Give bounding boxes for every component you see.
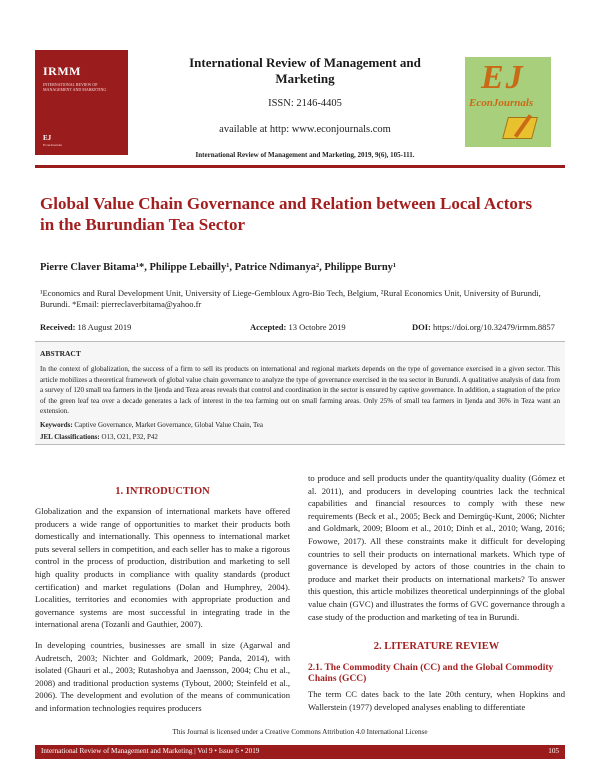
econjournals-logo xyxy=(465,57,551,147)
intro-paragraph-2: In developing countries, businesses are small in size (Agarwal and Audretsch, 2003; Nichter and Goldmark, 2009; Panda, 2014), with isolated (Ghauri et al., 2003; Rutashobya and Jaensson, 2004; Chu et al., 2008) and traditional production systems (Tybout, 2000; Steinfeld et al., 2006). The development and evolution of the means of communication and information technologies requires producers xyxy=(35,639,290,713)
cover-subtitle: INTERNATIONAL REVIEW OF MANAGEMENT AND MARKETING xyxy=(43,82,107,92)
jel-classifications: JEL Classifications: O13, O21, P32, P42 xyxy=(40,433,158,441)
header-divider xyxy=(35,165,565,168)
doi[interactable]: DOI: https://doi.org/10.32479/irmm.8857 xyxy=(412,322,555,332)
abstract-text: In the context of globalization, the success of a firm to sell its products on international and regional markets depends on the type of governance exercised in a given sector. This article mobilizes a theoretical framework of global value chain governance to analyze the type of governance exercised in the tea sector in Burundi. A qualitative analysis of data from a survey of 120 small tea farmers in the Ijenda and Teza areas reveals that control and coordination in the sector is ensured by captive governance. In addition, a stagnation of the price of the green leaf tea over a decade generates a lack of interest in the tea farming out on small farming areas. Only 25% of small tea farmers in Ijenda and 36% in Teza want an extension. xyxy=(40,365,560,415)
left-column xyxy=(35,505,290,723)
authors: Pierre Claver Bitama¹*, Philippe Lebailly¹, Patrice Ndimanya², Philippe Burny¹ xyxy=(40,262,397,273)
cover-logo-subtitle: EconJournals xyxy=(43,143,62,147)
abstract-box xyxy=(35,341,565,445)
intro-paragraph-3: to produce and sell products under the quantity/quality duality (Gómez et al. 2011), and producers in developing countries lack the technical capabilities and financial resources to comply with these new requirements (Beck et al., 2005; Beck and Demirgüç-Kunt, 2006; Nichter and Goldmark, 2009; Bloom et al., 2010; Dinh et al., 2010; Wang, 2016; Fowowe, 2017). All these constraints make it difficult for developing countries to sell their products on international markets. Which type of governance is developed by actors of those countries in the chain to produce and market their products on international markets? To answer this question, this article mobilizes theoretical underpinnings of the global value chain (GVC) and illustrates the forms of GVC governance through a case study of the production and marketing of tea in Burundi. xyxy=(308,473,565,622)
introduction-heading: 1. INTRODUCTION xyxy=(115,486,210,497)
affiliation: ¹Economics and Rural Development Unit, University of Liege-Gembloux Agro-Bio Tech, Belgium, ²Rural Economics Unit, University of Burundi, Burundi. *Email: pierreclaverbitama@yahoo.fr xyxy=(40,288,541,309)
literature-review-heading: 2. LITERATURE REVIEW xyxy=(373,641,500,652)
footer-journal-line: International Review of Management and Marketing | Vol 9 • Issue 6 • 2019 xyxy=(41,747,260,755)
footer-bar xyxy=(35,745,565,759)
literature-paragraph-1: The term CC dates back to the late 20th century, when Hopkins and Wallerstein (1977) developed analyses enabling to differentiate xyxy=(308,689,565,712)
cover-title: IRMM xyxy=(43,64,81,78)
abstract-heading: ABSTRACT xyxy=(40,349,81,358)
intro-paragraph-1: Globalization and the expansion of international markets have offered producers a wide range of opportunities to market their products both domestically and internationally. This openness to international market puts several sellers in competition, and each seller has to make a rigorous control in the process of production, distribution and marketing to sell high quality products in compliance with quality standards (product certification) and market regulations (Dolan and Humphrey, 2004). Localities, territories and economies with appropriate production and governance systems are most successful in integrating trade in the international arena (Tozanli and Gauthier, 2007). xyxy=(35,506,290,630)
received-date: Received: 18 August 2019 xyxy=(40,322,132,332)
subsection-heading: 2.1. The Commodity Chain (CC) and the Global Commodity Chains (GCC) xyxy=(308,663,554,684)
accepted-date: Accepted: 13 Octobre 2019 xyxy=(250,322,346,332)
available-at: available at http: www.econjournals.com xyxy=(219,124,391,135)
issn: ISSN: 2146-4405 xyxy=(268,98,342,109)
cover-logo: EJ xyxy=(43,134,52,142)
keywords: Keywords: Captive Governance, Market Governance, Global Value Chain, Tea xyxy=(40,421,263,429)
journal-title: International Review of Management and Marketing xyxy=(189,55,421,86)
paper-title: Global Value Chain Governance and Relation between Local Actors in the Burundian Tea Sector xyxy=(40,194,533,234)
ej-brand: EconJournals xyxy=(469,97,534,109)
citation-line: International Review of Management and Marketing, 2019, 9(6), 105-111. xyxy=(195,151,415,159)
license-note: This Journal is licensed under a Creative Commons Attribution 4.0 International License xyxy=(172,728,428,736)
page-number: 105 xyxy=(548,747,559,755)
journal-cover-image xyxy=(35,50,128,155)
ej-letters: EJ xyxy=(481,59,525,96)
